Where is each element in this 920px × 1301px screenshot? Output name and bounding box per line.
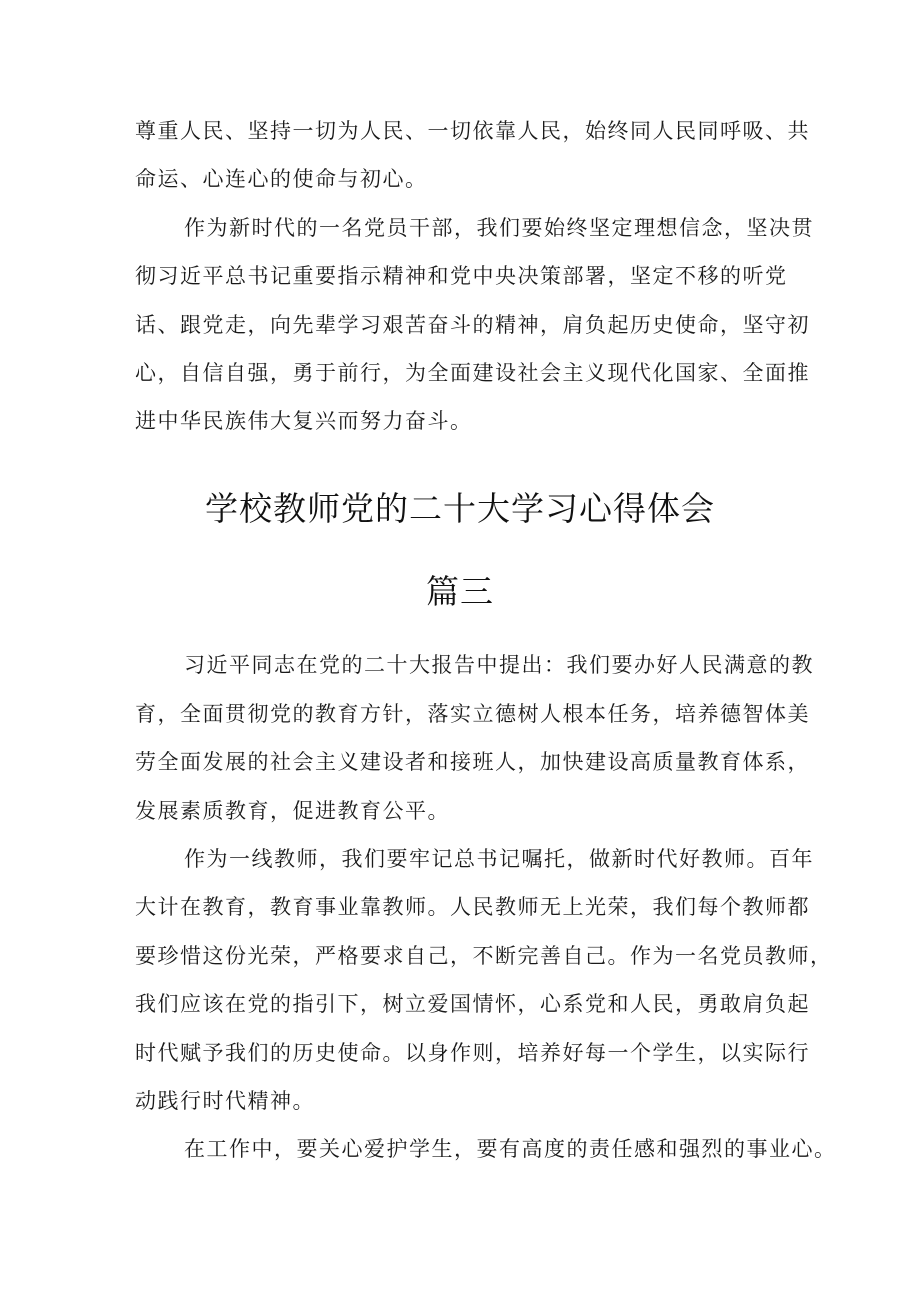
body-line-7: 要珍惜这份光荣，严格要求自己，不断完善自己。作为一名党员教师， [135,944,833,968]
body-line-9: 时代赋予我们的历史使命。以身作则，培养好每一个学生，以实际行 [135,1041,810,1065]
body-line-1: 习近平同志在党的二十大报告中提出：我们要办好人民满意的教 [184,653,814,677]
body-line-5: 作为一线教师，我们要牢记总书记嘱托，做新时代好教师。百年 [184,847,814,871]
intro-line-4: 彻习近平总书记重要指示精神和党中央决策部署，坚定不移的听党 [135,264,788,288]
intro-line-5: 话、跟党走，向先辈学习艰苦奋斗的精神，肩负起历史使命，坚守初 [135,313,810,337]
body-line-3: 劳全面发展的社会主义建设者和接班人，加快建设高质量教育体系， [135,750,810,774]
body-line-10: 动践行时代精神。 [135,1089,315,1113]
article-subtitle: 篇三 [426,572,494,611]
body-line-6: 大计在教育，教育事业靠教师。人民教师无上光荣，我们每个教师都 [135,895,810,919]
intro-line-7: 进中华民族伟大复兴而努力奋斗。 [135,409,473,433]
intro-line-1: 尊重人民、坚持一切为人民、一切依靠人民，始终同人民同呼吸、共 [135,119,810,143]
intro-line-2: 命运、心连心的使命与初心。 [135,167,428,191]
body-line-8: 我们应该在党的指引下，树立爱国情怀，心系党和人民，勇敢肩负起 [135,992,810,1016]
body-line-4: 发展素质教育，促进教育公平。 [135,799,450,823]
intro-line-3: 作为新时代的一名党员干部，我们要始终坚定理想信念，坚决贯 [184,216,814,240]
article-title: 学校教师党的二十大学习心得体会 [205,489,715,528]
intro-line-6: 心，自信自强，勇于前行，为全面建设社会主义现代化国家、全面推 [135,361,810,385]
body-line-2: 育，全面贯彻党的教育方针，落实立德树人根本任务，培养德智体美 [135,702,810,726]
body-line-11: 在工作中，要关心爱护学生，要有高度的责任感和强烈的事业心。 [184,1137,837,1161]
